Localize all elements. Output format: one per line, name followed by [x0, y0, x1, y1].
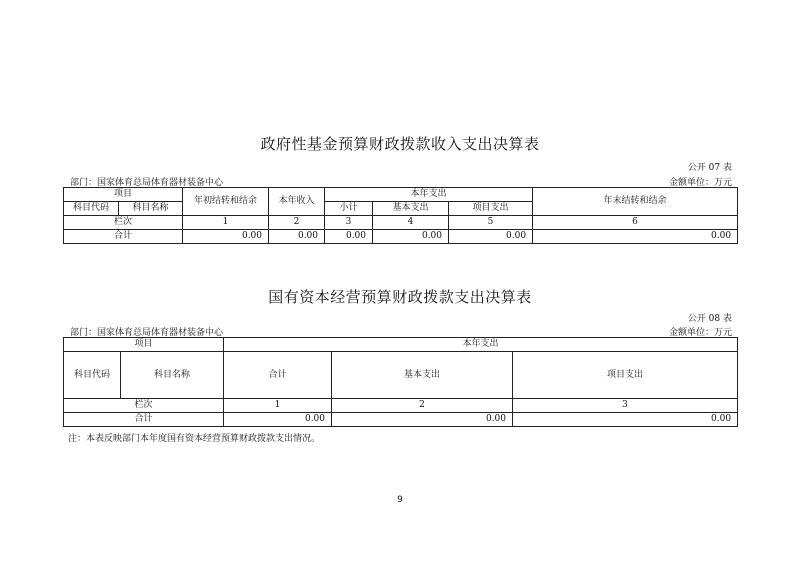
- column-index-label: 栏次: [64, 399, 224, 413]
- total-value: 0.00: [325, 230, 373, 244]
- header-income: 本年收入: [269, 188, 325, 216]
- total-value: 0.00: [449, 230, 533, 244]
- column-index-label: 栏次: [64, 216, 183, 230]
- table-row: [64, 399, 738, 413]
- header-item: 项目: [64, 338, 224, 352]
- header-basic-expenditure: 基本支出: [332, 352, 513, 399]
- header-subtotal: 小计: [325, 202, 373, 216]
- header-end-balance: 年末结转和结余: [533, 188, 738, 216]
- table-row: [64, 413, 738, 427]
- table2-note: 注：本表反映部门本年度国有资本经营预算财政拨款支出情况。: [68, 434, 321, 444]
- table-row: [64, 216, 738, 230]
- header-basic-expenditure: 基本支出: [373, 202, 449, 216]
- header-item: 项目: [64, 188, 183, 202]
- header-begin-balance: 年初结转和结余: [183, 188, 269, 216]
- table2-grid: [63, 337, 738, 427]
- table1-amount-unit: 金额单位：万元: [668, 178, 732, 188]
- total-value: 0.00: [533, 230, 738, 244]
- table-row: [64, 230, 738, 244]
- page-number: 9: [397, 495, 403, 505]
- column-index: 6: [533, 216, 738, 230]
- table1-department: 部门：国家体育总局体育器材装备中心: [70, 178, 224, 188]
- header-subject-name: 科目名称: [121, 352, 224, 399]
- total-value: 0.00: [224, 413, 332, 427]
- column-index: 3: [325, 216, 373, 230]
- total-label: 合计: [64, 230, 183, 244]
- column-index: 1: [183, 216, 269, 230]
- header-expenditure: 本年支出: [325, 188, 533, 202]
- total-label: 合计: [64, 413, 224, 427]
- table2-form-number: 公开 08 表: [687, 314, 732, 324]
- total-value: 0.00: [183, 230, 269, 244]
- total-value: 0.00: [269, 230, 325, 244]
- header-project-expenditure: 项目支出: [449, 202, 533, 216]
- column-index: 1: [224, 399, 332, 413]
- total-value: 0.00: [513, 413, 738, 427]
- table1-grid: [63, 187, 738, 244]
- column-index: 2: [269, 216, 325, 230]
- table2-title: 国有资本经营预算财政拨款支出决算表: [268, 288, 532, 306]
- table2-department: 部门：国家体育总局体育器材装备中心: [70, 328, 224, 338]
- table1-form-number: 公开 07 表: [687, 163, 732, 173]
- table2-amount-unit: 金额单位：万元: [668, 328, 732, 338]
- header-subject-code: 科目代码: [64, 202, 119, 216]
- header-expenditure: 本年支出: [224, 338, 738, 352]
- total-value: 0.00: [332, 413, 513, 427]
- header-subject-name: 科目名称: [119, 202, 183, 216]
- table1-title: 政府性基金预算财政拨款收入支出决算表: [260, 135, 540, 153]
- header-total: 合计: [224, 352, 332, 399]
- column-index: 5: [449, 216, 533, 230]
- column-index: 2: [332, 399, 513, 413]
- header-subject-code: 科目代码: [64, 352, 121, 399]
- header-project-expenditure: 项目支出: [513, 352, 738, 399]
- column-index: 3: [513, 399, 738, 413]
- column-index: 4: [373, 216, 449, 230]
- total-value: 0.00: [373, 230, 449, 244]
